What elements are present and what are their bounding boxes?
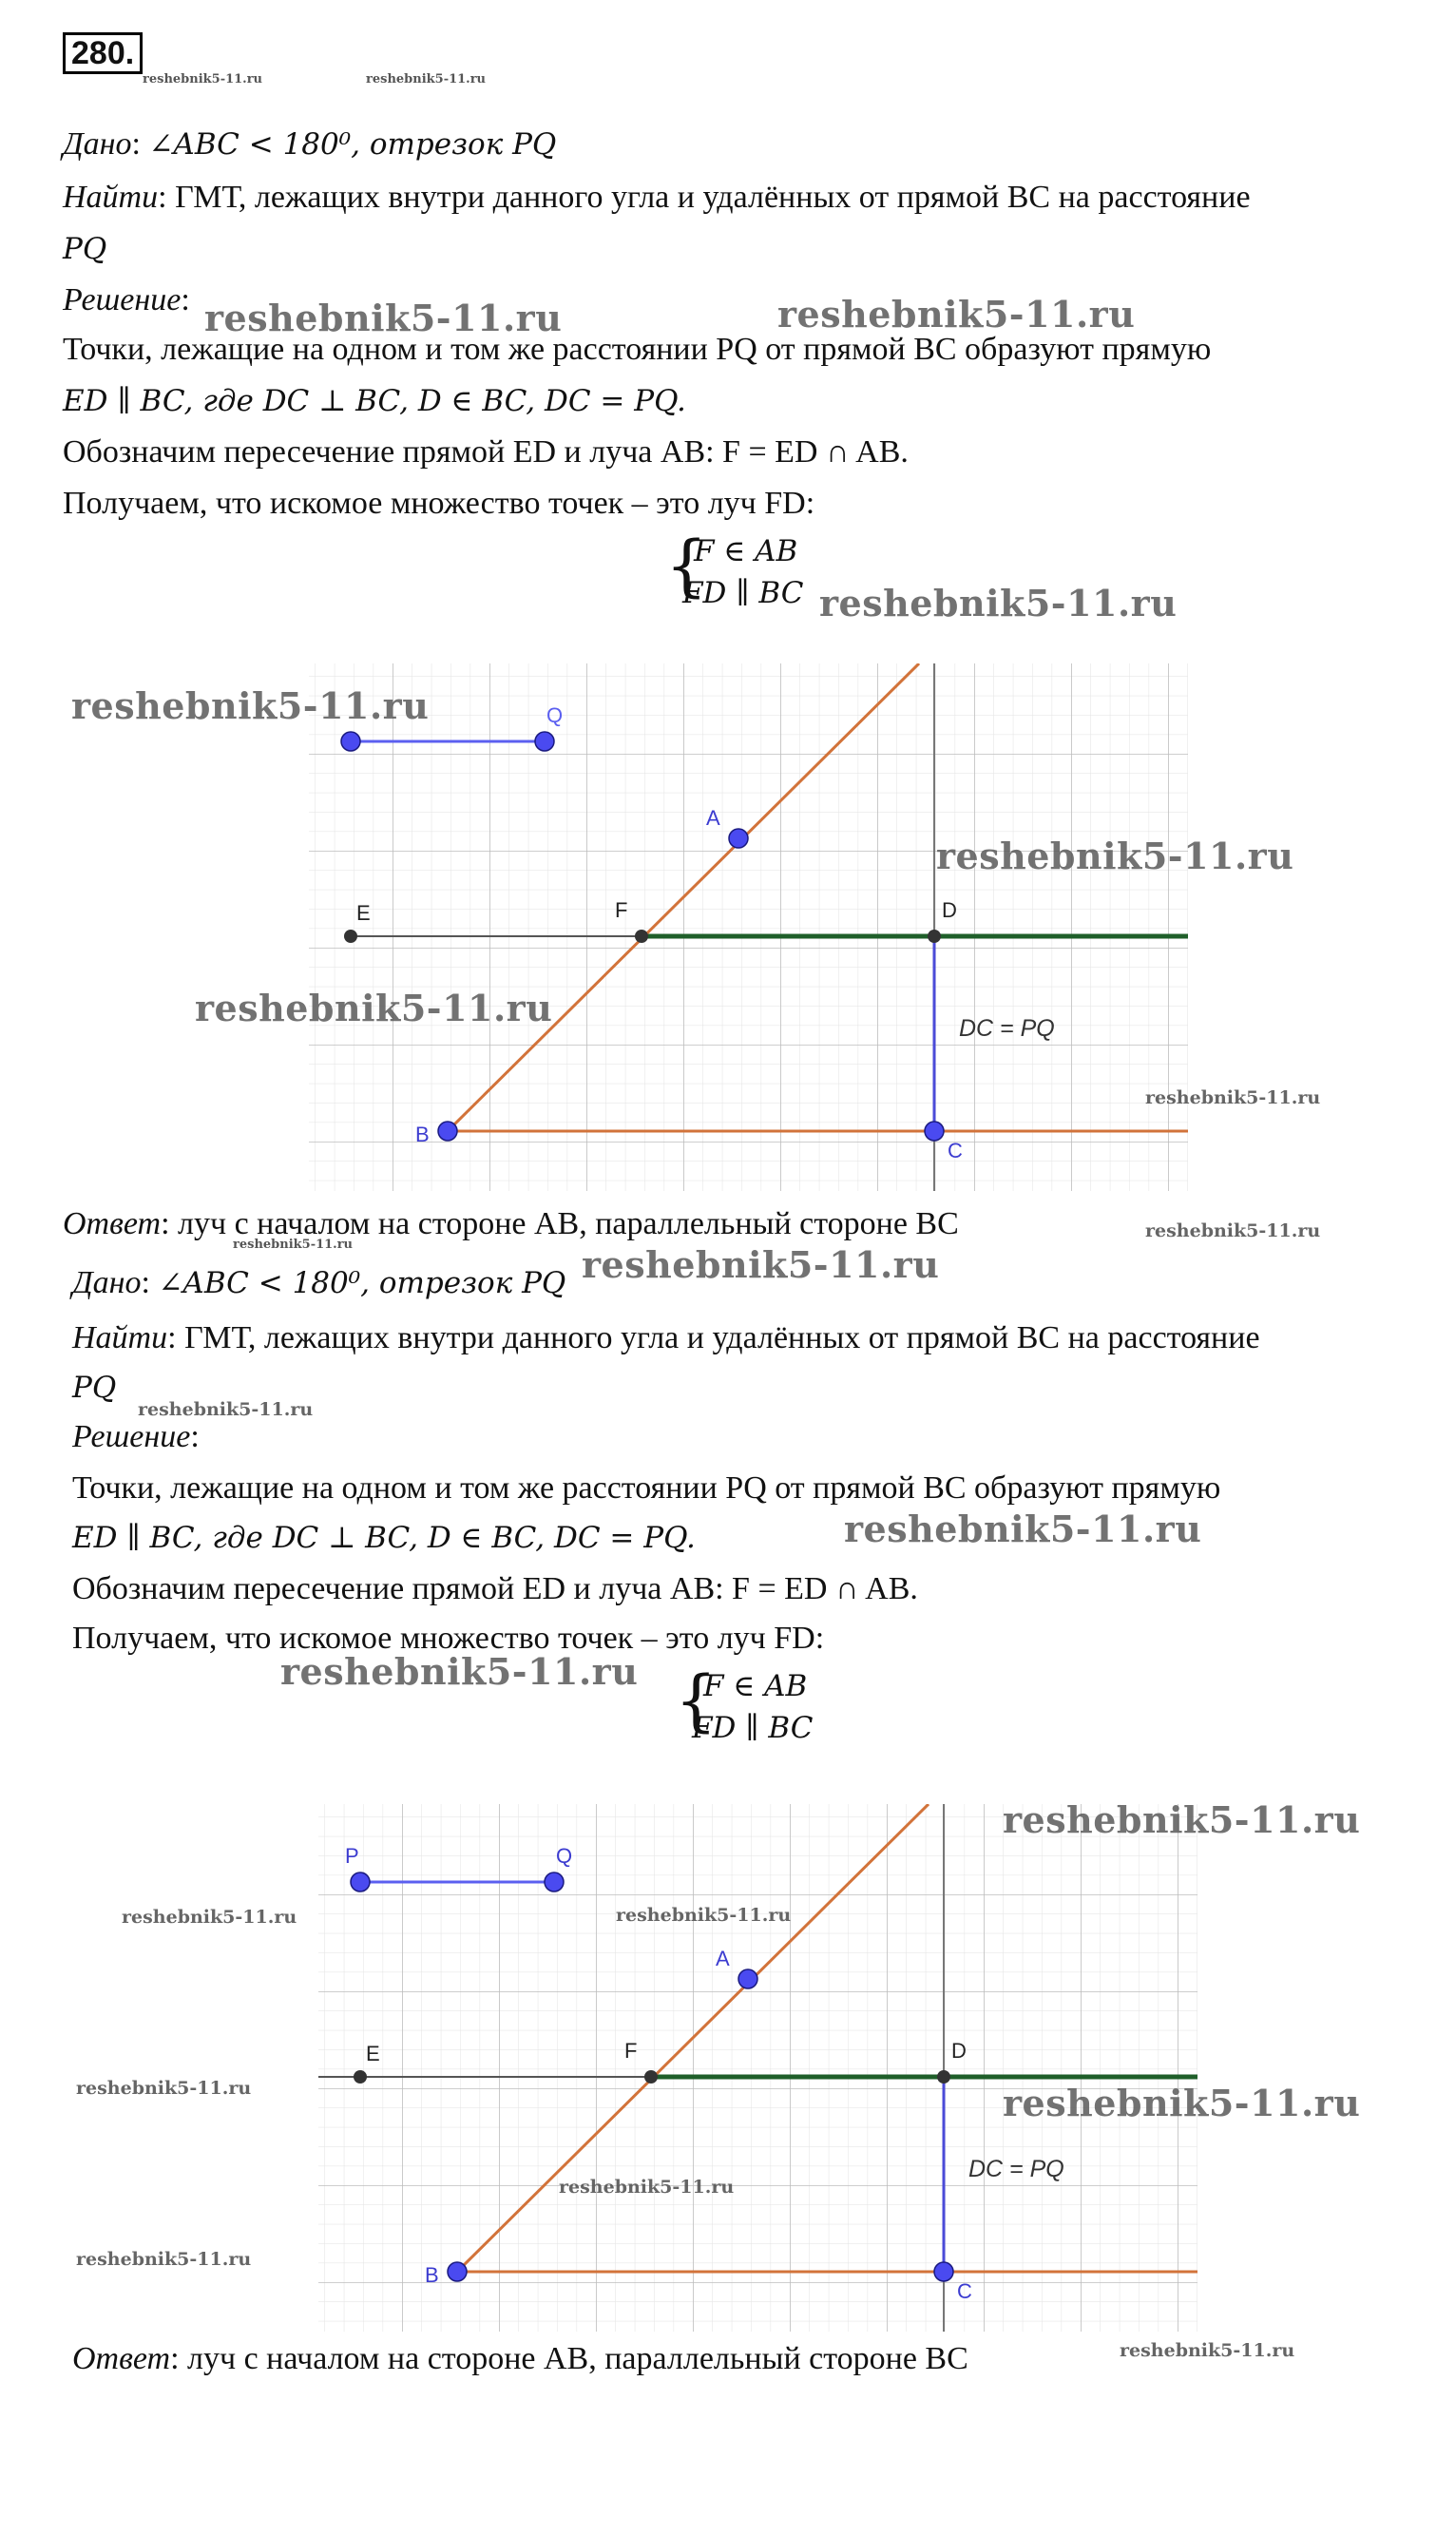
point-a bbox=[729, 829, 748, 848]
watermark: reshebnik5-11.ru bbox=[76, 2249, 252, 2270]
answer-line-2: Ответ: луч с началом на стороне AB, параллельный стороне BC bbox=[72, 2341, 968, 2376]
solution-label: Решение bbox=[63, 282, 182, 317]
solution-text-3: Обозначим пересечение прямой ED и луча AB: F = ED ∩ AB. bbox=[72, 1571, 918, 1606]
watermark: reshebnik5-11.ru bbox=[616, 1905, 792, 1926]
point-b bbox=[438, 1122, 457, 1141]
given-line-2: Дано: ∠ABC < 180⁰, отрезок PQ bbox=[72, 1265, 566, 1300]
system-line-1: F ∈ AB bbox=[703, 1669, 808, 1703]
point-c bbox=[934, 2262, 953, 2281]
find-text-cont: PQ bbox=[72, 1371, 117, 1405]
system-line-2: FD ∥ BC bbox=[682, 576, 804, 610]
point-d bbox=[937, 2070, 950, 2084]
solution-text-4: Получаем, что искомое множество точек – это луч FD: bbox=[72, 1621, 825, 1656]
label-e: E bbox=[366, 2042, 380, 2065]
label-a: A bbox=[706, 806, 720, 830]
geometry-figure-2 bbox=[318, 1804, 1197, 2332]
system-line-1: F ∈ AB bbox=[694, 534, 798, 568]
label-p: P bbox=[345, 1844, 359, 1868]
watermark: reshebnik5-11.ru bbox=[844, 1508, 1202, 1550]
watermark: reshebnik5-11.ru bbox=[143, 72, 263, 86]
watermark: reshebnik5-11.ru bbox=[1145, 1087, 1321, 1108]
given-line: Дано: ∠ABC < 180⁰, отрезок PQ bbox=[63, 126, 557, 162]
given-text: ∠ABC < 180⁰, отрезок PQ bbox=[148, 127, 557, 162]
watermark: reshebnik5-11.ru bbox=[280, 1650, 639, 1693]
answer-label: Ответ bbox=[72, 2341, 171, 2376]
problem-number: 280. bbox=[63, 32, 143, 74]
label-c: C bbox=[957, 2279, 972, 2303]
watermark: reshebnik5-11.ru bbox=[204, 297, 563, 339]
point-f bbox=[644, 2070, 658, 2084]
label-f: F bbox=[615, 898, 628, 922]
label-d: D bbox=[951, 2039, 967, 2063]
point-c bbox=[925, 1122, 944, 1141]
watermark: reshebnik5-11.ru bbox=[71, 684, 430, 727]
point-q bbox=[535, 732, 554, 751]
watermark: reshebnik5-11.ru bbox=[366, 72, 487, 86]
watermark: reshebnik5-11.ru bbox=[1003, 2082, 1361, 2124]
system-line-2: FD ∥ BC bbox=[692, 1711, 814, 1745]
label-b: B bbox=[425, 2263, 439, 2287]
given-label: Дано bbox=[72, 1265, 142, 1300]
label-c: C bbox=[948, 1139, 963, 1162]
point-a bbox=[738, 1969, 757, 1988]
solution-label: Решение bbox=[72, 1419, 191, 1454]
label-q: Q bbox=[546, 703, 564, 727]
point-p bbox=[341, 732, 360, 751]
watermark: reshebnik5-11.ru bbox=[138, 1399, 314, 1420]
point-p bbox=[351, 1872, 370, 1892]
system-brace: { bbox=[665, 527, 708, 605]
watermark: reshebnik5-11.ru bbox=[582, 1243, 940, 1286]
given-label: Дано bbox=[63, 126, 132, 162]
solution-text-2: ED ∥ BC, где DC ⊥ BC, D ∈ BC, DC = PQ. bbox=[72, 1521, 696, 1555]
watermark: reshebnik5-11.ru bbox=[819, 582, 1178, 624]
find-label: Найти bbox=[63, 180, 159, 215]
annotation-dc-pq: DC = PQ bbox=[968, 2156, 1064, 2182]
point-b bbox=[448, 2262, 467, 2281]
find-text: ГМТ, лежащих внутри данного угла и удалённых от прямой BC на расстояние bbox=[175, 180, 1251, 215]
find-text: ГМТ, лежащих внутри данного угла и удалённых от прямой BC на расстояние bbox=[184, 1320, 1260, 1355]
point-e bbox=[344, 930, 357, 943]
label-q: Q bbox=[556, 1844, 573, 1868]
watermark: reshebnik5-11.ru bbox=[559, 2177, 735, 2198]
label-a: A bbox=[716, 1947, 730, 1970]
solution-text-3: Обозначим пересечение прямой ED и луча AB: F = ED ∩ AB. bbox=[63, 434, 909, 470]
solution-text-2: ED ∥ BC, где DC ⊥ BC, D ∈ BC, DC = PQ. bbox=[63, 384, 686, 418]
watermark: reshebnik5-11.ru bbox=[233, 1238, 354, 1252]
point-d bbox=[928, 930, 941, 943]
geometry-figure-1 bbox=[309, 663, 1188, 1191]
solution-text-4: Получаем, что искомое множество точек – это луч FD: bbox=[63, 486, 815, 521]
label-f: F bbox=[624, 2039, 638, 2063]
answer-text: луч с началом на стороне AB, параллельный стороне BC bbox=[178, 1206, 959, 1241]
system-brace: { bbox=[675, 1661, 718, 1739]
point-q bbox=[545, 1872, 564, 1892]
find-line-2: Найти: ГМТ, лежащих внутри данного угла и удалённых от прямой BC на расстояние bbox=[72, 1320, 1260, 1355]
solution-text-1: Точки, лежащие на одном и том же расстоянии PQ от прямой BC образуют прямую bbox=[63, 332, 1212, 367]
solution-line: Решение: bbox=[63, 282, 190, 317]
watermark: reshebnik5-11.ru bbox=[1003, 1798, 1361, 1841]
point-f bbox=[635, 930, 648, 943]
watermark: reshebnik5-11.ru bbox=[1145, 1220, 1321, 1241]
label-b: B bbox=[415, 1123, 430, 1146]
point-e bbox=[354, 2070, 367, 2084]
watermark: reshebnik5-11.ru bbox=[195, 987, 553, 1029]
answer-label: Ответ bbox=[63, 1206, 162, 1241]
solution-line-2: Решение: bbox=[72, 1419, 200, 1454]
watermark: reshebnik5-11.ru bbox=[1120, 2340, 1295, 2361]
watermark: reshebnik5-11.ru bbox=[122, 1907, 297, 1928]
find-label: Найти bbox=[72, 1320, 168, 1355]
watermark: reshebnik5-11.ru bbox=[76, 2078, 252, 2099]
find-line: Найти: ГМТ, лежащих внутри данного угла и удалённых от прямой BC на расстояние bbox=[63, 180, 1251, 215]
solution-text-1: Точки, лежащие на одном и том же расстоянии PQ от прямой BC образуют прямую bbox=[72, 1470, 1221, 1506]
answer-text: луч с началом на стороне AB, параллельный стороне BC bbox=[187, 2341, 968, 2376]
annotation-dc-pq: DC = PQ bbox=[959, 1015, 1055, 1042]
given-text: ∠ABC < 180⁰, отрезок PQ bbox=[158, 1266, 566, 1300]
watermark: reshebnik5-11.ru bbox=[777, 293, 1136, 336]
find-text-cont: PQ bbox=[63, 232, 107, 266]
watermark: reshebnik5-11.ru bbox=[936, 835, 1294, 877]
label-e: E bbox=[356, 901, 371, 925]
answer-line: Ответ: луч с началом на стороне AB, параллельный стороне BC bbox=[63, 1206, 959, 1241]
label-d: D bbox=[942, 898, 957, 922]
